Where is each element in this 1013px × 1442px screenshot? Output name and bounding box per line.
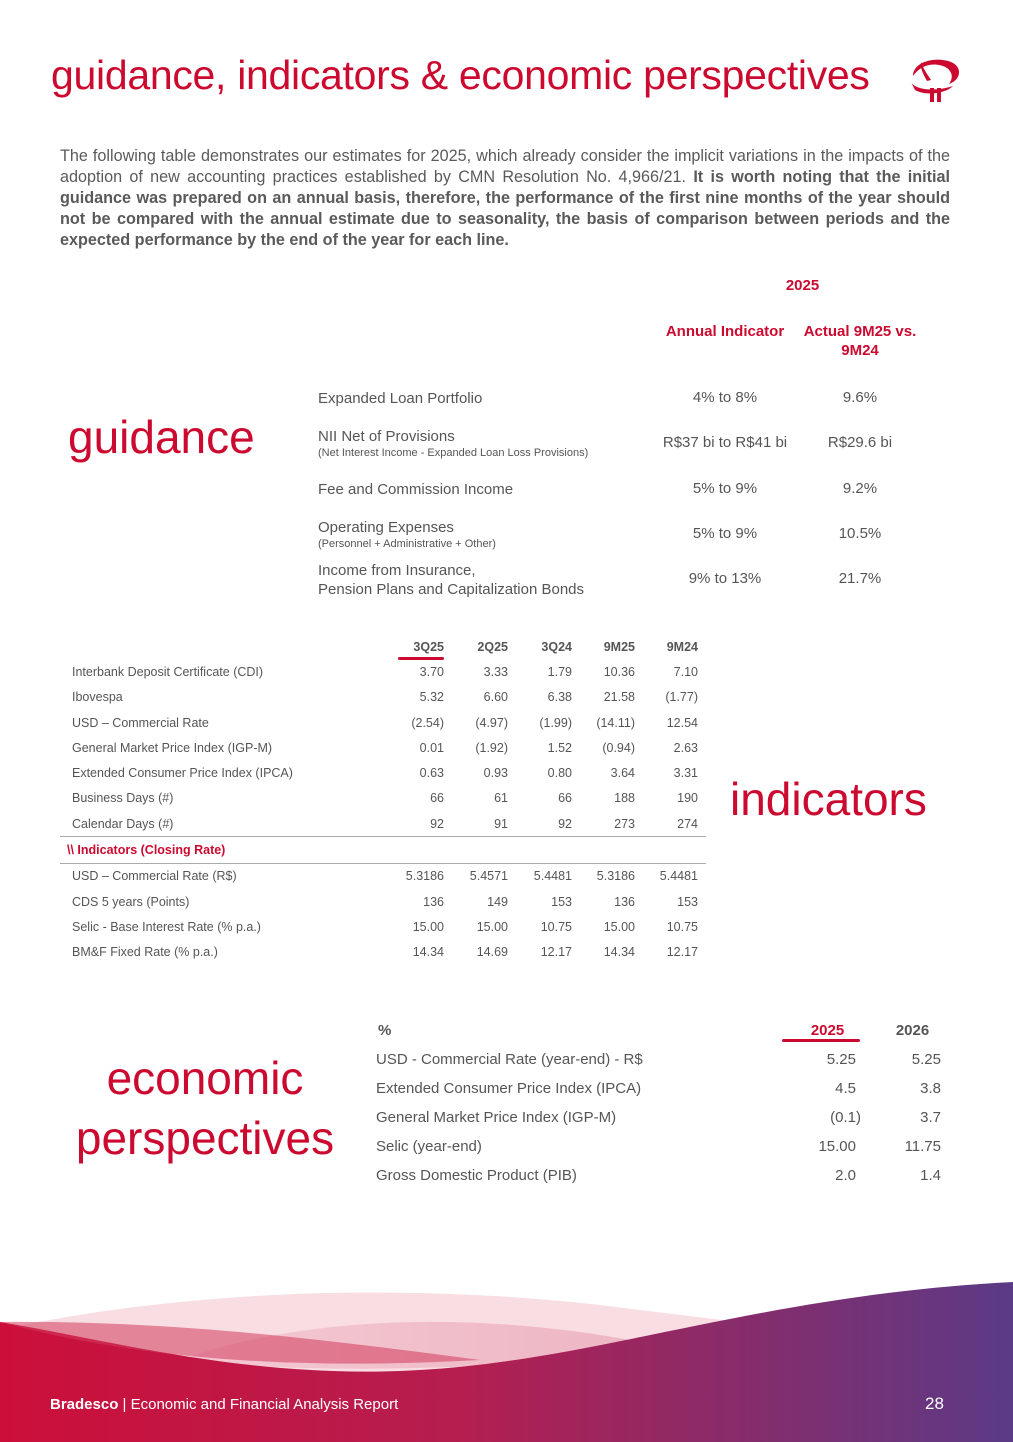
table-row xyxy=(60,685,706,710)
cell-value: 5.25 xyxy=(911,1051,941,1068)
cell-value: 66 xyxy=(558,791,572,806)
row-label: CDS 5 years (Points) xyxy=(72,894,190,909)
col-3q24-header: 3Q24 xyxy=(541,639,572,654)
guidance-actual-value: 21.7% xyxy=(838,570,882,587)
cell-value: 14.34 xyxy=(603,945,635,960)
cell-value: 6.38 xyxy=(547,690,572,705)
row-label: USD - Commercial Rate (year-end) - R$ xyxy=(376,1051,643,1068)
table-row xyxy=(376,1132,951,1161)
cell-value: 15.00 xyxy=(818,1138,856,1155)
intro-normal-text: The following table demonstrates our estimates for 2025, which already consider the implicit variations in the impacts of the adoption of new accounting practices established by CMN Resolution No. 4,966/21. xyxy=(60,147,950,186)
economic-label-line2: perspectives xyxy=(75,1112,335,1164)
cell-value: 153 xyxy=(677,894,698,909)
table-row xyxy=(60,889,706,914)
row-label: USD – Commercial Rate (R$) xyxy=(72,869,237,884)
cell-value: 149 xyxy=(487,894,508,909)
guidance-row-name: Fee and Commission Income xyxy=(318,481,514,498)
guidance-row xyxy=(318,480,938,520)
cell-value: 5.4481 xyxy=(533,869,572,884)
col-3q25-header: 3Q25 xyxy=(413,639,444,654)
cell-value: (1.92) xyxy=(475,740,508,755)
unit-header: % xyxy=(378,1022,392,1039)
guidance-section-label: guidance xyxy=(68,411,255,463)
page-number: 28 xyxy=(925,1394,944,1413)
col-2q25-header: 2Q25 xyxy=(477,639,508,654)
cell-value: 3.8 xyxy=(920,1080,941,1097)
table-row xyxy=(60,710,706,735)
cell-value: 3.31 xyxy=(673,766,698,781)
cell-value: 6.60 xyxy=(483,690,508,705)
cell-value: 3.33 xyxy=(483,664,508,679)
cell-value: 4.5 xyxy=(835,1080,856,1097)
cell-value: 61 xyxy=(494,791,508,806)
cell-value: 1.52 xyxy=(547,740,572,755)
cell-value: (1.99) xyxy=(539,715,572,730)
cell-value: 0.01 xyxy=(419,740,444,755)
guidance-annual-value: 5% to 9% xyxy=(692,480,758,497)
row-label: USD – Commercial Rate xyxy=(72,715,209,730)
cell-value: 12.54 xyxy=(666,715,698,730)
table-row xyxy=(376,1045,951,1074)
cell-value: 190 xyxy=(677,791,698,806)
footer-report-title xyxy=(50,1396,398,1413)
guidance-row xyxy=(318,427,938,467)
col-2026-header: 2026 xyxy=(895,1022,930,1039)
closing-rate-subheader xyxy=(60,837,706,863)
cell-value: 7.10 xyxy=(673,664,698,679)
cell-value: 274 xyxy=(677,816,698,831)
row-label: BM&F Fixed Rate (% p.a.) xyxy=(72,945,218,960)
table-row xyxy=(60,760,706,785)
row-label: General Market Price Index (IGP-M) xyxy=(376,1109,617,1126)
page-title: guidance, indicators & economic perspectives xyxy=(51,52,870,98)
guidance-row xyxy=(318,389,938,429)
table-row xyxy=(60,811,706,837)
economic-header-row xyxy=(376,1016,951,1045)
cell-value: 92 xyxy=(558,816,572,831)
col-9m25-header: 9M25 xyxy=(603,639,635,654)
indicators-table xyxy=(60,634,706,965)
row-label: Selic (year-end) xyxy=(376,1138,482,1155)
row-label: Extended Consumer Price Index (IPCA) xyxy=(72,766,293,781)
intro-bold-text: It is worth noting that the initial guidance was prepared on an annual basis, therefore, the performance of the first nine months of the year should not be compared with the annual estimate due to seasonality, the basis of comparison between periods and the expected performance by the end of the year for each line. xyxy=(60,168,950,249)
cell-value: 10.36 xyxy=(603,664,635,679)
cell-value: (0.94) xyxy=(602,740,635,755)
cell-value: 66 xyxy=(430,791,444,806)
cell-value: 0.80 xyxy=(547,766,572,781)
guidance-row xyxy=(318,518,938,558)
indicators-header-row xyxy=(60,634,706,659)
cell-value: 5.3186 xyxy=(405,869,444,884)
row-label: Ibovespa xyxy=(72,690,123,705)
cell-value: 5.4571 xyxy=(469,869,508,884)
row-label: Selic - Base Interest Rate (% p.a.) xyxy=(72,919,261,934)
table-row xyxy=(376,1103,951,1132)
cell-value: 91 xyxy=(494,816,508,831)
cell-value: 10.75 xyxy=(540,919,572,934)
intro-paragraph xyxy=(60,146,950,251)
cell-value: 5.3186 xyxy=(596,869,635,884)
cell-value: \\ Indicators (Closing Rate) xyxy=(60,837,706,863)
row-label: Business Days (#) xyxy=(72,791,174,806)
cell-value: 15.00 xyxy=(603,919,635,934)
table-row xyxy=(60,659,706,684)
cell-value: 136 xyxy=(614,894,635,909)
cell-value: 3.70 xyxy=(419,664,444,679)
cell-value: (0.1) xyxy=(830,1109,861,1126)
indicators-section-label: indicators xyxy=(730,773,927,825)
col-3q25-underline xyxy=(398,657,444,660)
cell-value: (4.97) xyxy=(475,715,508,730)
row-label: General Market Price Index (IGP-M) xyxy=(72,740,273,755)
col-2025-header: 2025 xyxy=(810,1022,845,1039)
cell-value: 153 xyxy=(551,894,572,909)
cell-value: (1.77) xyxy=(665,690,698,705)
guidance-actual-value: R$29.6 bi xyxy=(827,434,893,451)
row-label: Gross Domestic Product (PIB) xyxy=(376,1167,577,1184)
col-9m24-header: 9M24 xyxy=(666,639,698,654)
cell-value: 0.93 xyxy=(483,766,508,781)
guidance-row xyxy=(318,561,938,601)
guidance-annual-column-header: Annual Indicator xyxy=(665,323,785,340)
cell-value: 0.63 xyxy=(419,766,444,781)
guidance-annual-value: R$37 bi to R$41 bi xyxy=(662,434,788,451)
guidance-annual-value: 5% to 9% xyxy=(692,525,758,542)
cell-value: 10.75 xyxy=(666,919,698,934)
row-label: Interbank Deposit Certificate (CDI) xyxy=(72,664,264,679)
cell-value: 12.17 xyxy=(666,945,698,960)
cell-value: 188 xyxy=(614,791,635,806)
table-row xyxy=(60,863,706,889)
table-row xyxy=(376,1161,951,1190)
footer-brand: Bradesco xyxy=(50,1396,119,1413)
economic-label-line1: economic xyxy=(106,1052,304,1104)
guidance-actual-value: 9.2% xyxy=(842,480,878,497)
guidance-annual-value: 9% to 13% xyxy=(688,570,762,587)
table-row xyxy=(60,786,706,811)
bradesco-logo-icon xyxy=(905,52,965,106)
cell-value: 2.63 xyxy=(673,740,698,755)
guidance-actual-column-header: Actual 9M25 vs. 9M24 xyxy=(803,323,917,359)
cell-value: 5.25 xyxy=(826,1051,856,1068)
guidance-row-name: Operating Expenses (Personnel + Administrative + Other) xyxy=(318,519,496,550)
guidance-actual-value: 10.5% xyxy=(838,525,882,542)
cell-value: 14.69 xyxy=(476,945,508,960)
guidance-row-name: NII Net of Provisions (Net Interest Income - Expanded Loan Loss Provisions) xyxy=(318,428,589,459)
cell-value: 15.00 xyxy=(412,919,444,934)
table-row xyxy=(60,914,706,939)
cell-value: 15.00 xyxy=(476,919,508,934)
cell-value: 14.34 xyxy=(412,945,444,960)
footer-report-name: Economic and Financial Analysis Report xyxy=(130,1396,399,1413)
guidance-row-name: Expanded Loan Portfolio xyxy=(318,390,483,407)
economic-perspectives-table xyxy=(376,1016,951,1190)
guidance-actual-value: 9.6% xyxy=(842,389,878,406)
table-row xyxy=(376,1074,951,1103)
cell-value: 5.32 xyxy=(419,690,444,705)
cell-value: 11.75 xyxy=(904,1138,941,1155)
table-row xyxy=(60,940,706,965)
cell-value: 21.58 xyxy=(603,690,635,705)
guidance-row-name: Income from Insurance, Pension Plans and Capitalization Bonds xyxy=(318,562,585,598)
guidance-annual-value: 4% to 8% xyxy=(692,389,758,406)
footer-wave-decoration xyxy=(0,1270,1013,1442)
cell-value: (2.54) xyxy=(411,715,444,730)
col-2025-underline xyxy=(782,1039,860,1042)
cell-value: 1.4 xyxy=(920,1167,941,1184)
cell-value: 2.0 xyxy=(835,1167,856,1184)
cell-value: 136 xyxy=(423,894,444,909)
cell-value: 12.17 xyxy=(540,945,572,960)
cell-value: (14.11) xyxy=(596,715,635,730)
table-row xyxy=(60,735,706,760)
row-label: Calendar Days (#) xyxy=(72,816,174,831)
cell-value: 3.7 xyxy=(920,1109,941,1126)
cell-value: 1.79 xyxy=(547,664,572,679)
economic-perspectives-section-label xyxy=(55,1048,355,1168)
guidance-year-header: 2025 xyxy=(785,277,820,294)
cell-value: 3.64 xyxy=(610,766,635,781)
cell-value: 5.4481 xyxy=(659,869,698,884)
row-label: Extended Consumer Price Index (IPCA) xyxy=(376,1080,642,1097)
cell-value: 92 xyxy=(430,816,444,831)
footer-separator: | xyxy=(118,1396,131,1413)
cell-value: 273 xyxy=(614,816,635,831)
